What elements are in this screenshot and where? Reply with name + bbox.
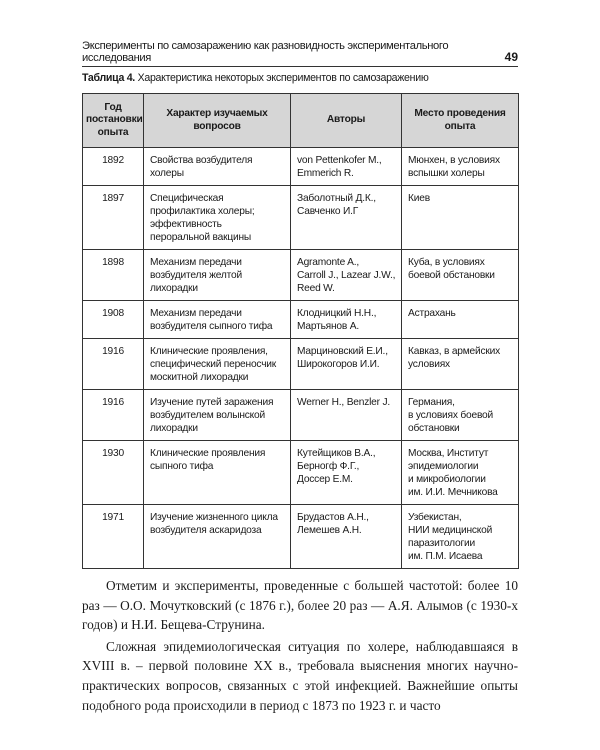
cell-place: Москва, Институт эпидемиологии и микробиологии им. И.И. Мечникова <box>402 441 519 505</box>
cell-authors: Agramonte A., Carroll J., Lazear J.W., Reed W. <box>291 250 402 301</box>
body-text <box>82 576 518 717</box>
column-header-place: Место проведения опыта <box>402 94 519 148</box>
cell-questions: Механизм передачи возбудителя желтой лихорадки <box>144 250 291 301</box>
table-row <box>83 250 519 301</box>
running-header <box>82 40 518 64</box>
cell-year: 1971 <box>83 505 144 569</box>
running-title: Эксперименты по самозаражению как разновидность экспериментального исследования <box>82 40 449 64</box>
table-header-row <box>83 94 519 148</box>
body-paragraph: Сложная эпидемиологическая ситуация по холере, наблюдавшаяся в XVIII в. – первой половине XX в., требовала выяснения многих научно-практических вопросов, связанных с этой инфекцией. Важнейшие опыты подобного рода происходили в период с 1873 по 1923 г. и часто <box>82 638 518 713</box>
table-caption-text: Характеристика некоторых экспериментов по самозаражению <box>134 72 429 84</box>
cell-year: 1916 <box>83 339 144 390</box>
cell-authors: Клодницкий Н.Н., Мартьянов А. <box>291 301 402 339</box>
header-rule <box>82 66 518 67</box>
cell-authors: Заболотный Д.К., Савченко И.Г <box>291 186 402 250</box>
table-row <box>83 148 519 186</box>
cell-questions: Свойства возбудителя холеры <box>144 148 291 186</box>
table-row <box>83 301 519 339</box>
cell-year: 1916 <box>83 390 144 441</box>
cell-authors: Кутейщиков В.А., Берногф Ф.Г., Доссер Е.М. <box>291 441 402 505</box>
cell-authors: von Pettenkofer M., Emmerich R. <box>291 148 402 186</box>
table-row <box>83 441 519 505</box>
cell-authors: Werner H., Benzler J. <box>291 390 402 441</box>
cell-year: 1897 <box>83 186 144 250</box>
cell-year: 1908 <box>83 301 144 339</box>
cell-place: Куба, в условиях боевой обстановки <box>402 250 519 301</box>
table-caption <box>82 72 518 84</box>
table-row <box>83 505 519 569</box>
cell-year: 1892 <box>83 148 144 186</box>
cell-questions: Изучение путей заражения возбудителем волынской лихорадки <box>144 390 291 441</box>
column-header-authors: Авторы <box>291 94 402 148</box>
cell-questions: Специфическая профилактика холеры; эффективность перорaльной вакцины <box>144 186 291 250</box>
experiments-table <box>82 93 519 569</box>
table-row <box>83 339 519 390</box>
cell-authors: Брудастов А.Н., Лемешев А.Н. <box>291 505 402 569</box>
cell-questions: Клинические проявления сыпного тифа <box>144 441 291 505</box>
cell-place: Астрахань <box>402 301 519 339</box>
column-header-year: Год постановки опыта <box>83 94 144 148</box>
table-caption-label: Таблица 4. <box>82 72 135 84</box>
table-row <box>83 186 519 250</box>
page-number: 49 <box>504 50 518 64</box>
cell-year: 1930 <box>83 441 144 505</box>
cell-place: Киев <box>402 186 519 250</box>
cell-place: Узбекистан, НИИ медицинской паразитологии им. П.М. Исаева <box>402 505 519 569</box>
cell-authors: Марциновский Е.И., Широкогоров И.И. <box>291 339 402 390</box>
table-row <box>83 390 519 441</box>
cell-place: Кавказ, в армейских условиях <box>402 339 519 390</box>
body-paragraph: Отметим и эксперименты, проведенные с большей частотой: более 10 раз — О.О. Мочутковский (с 1876 г.), более 20 раз — А.Я. Алымов (с 1930-х годов) и Н.И. Бещева-Струнина. <box>82 578 518 633</box>
cell-place: Германия, в условиях боевой обстановки <box>402 390 519 441</box>
cell-questions: Механизм передачи возбудителя сыпного тифа <box>144 301 291 339</box>
column-header-questions: Характер изучаемых вопросов <box>144 94 291 148</box>
cell-place: Мюнхен, в условиях вспышки холеры <box>402 148 519 186</box>
cell-questions: Изучение жизненного цикла возбудителя аскаридоза <box>144 505 291 569</box>
cell-questions: Клинические проявления, специфический переносчик москитной лихорадки <box>144 339 291 390</box>
cell-year: 1898 <box>83 250 144 301</box>
